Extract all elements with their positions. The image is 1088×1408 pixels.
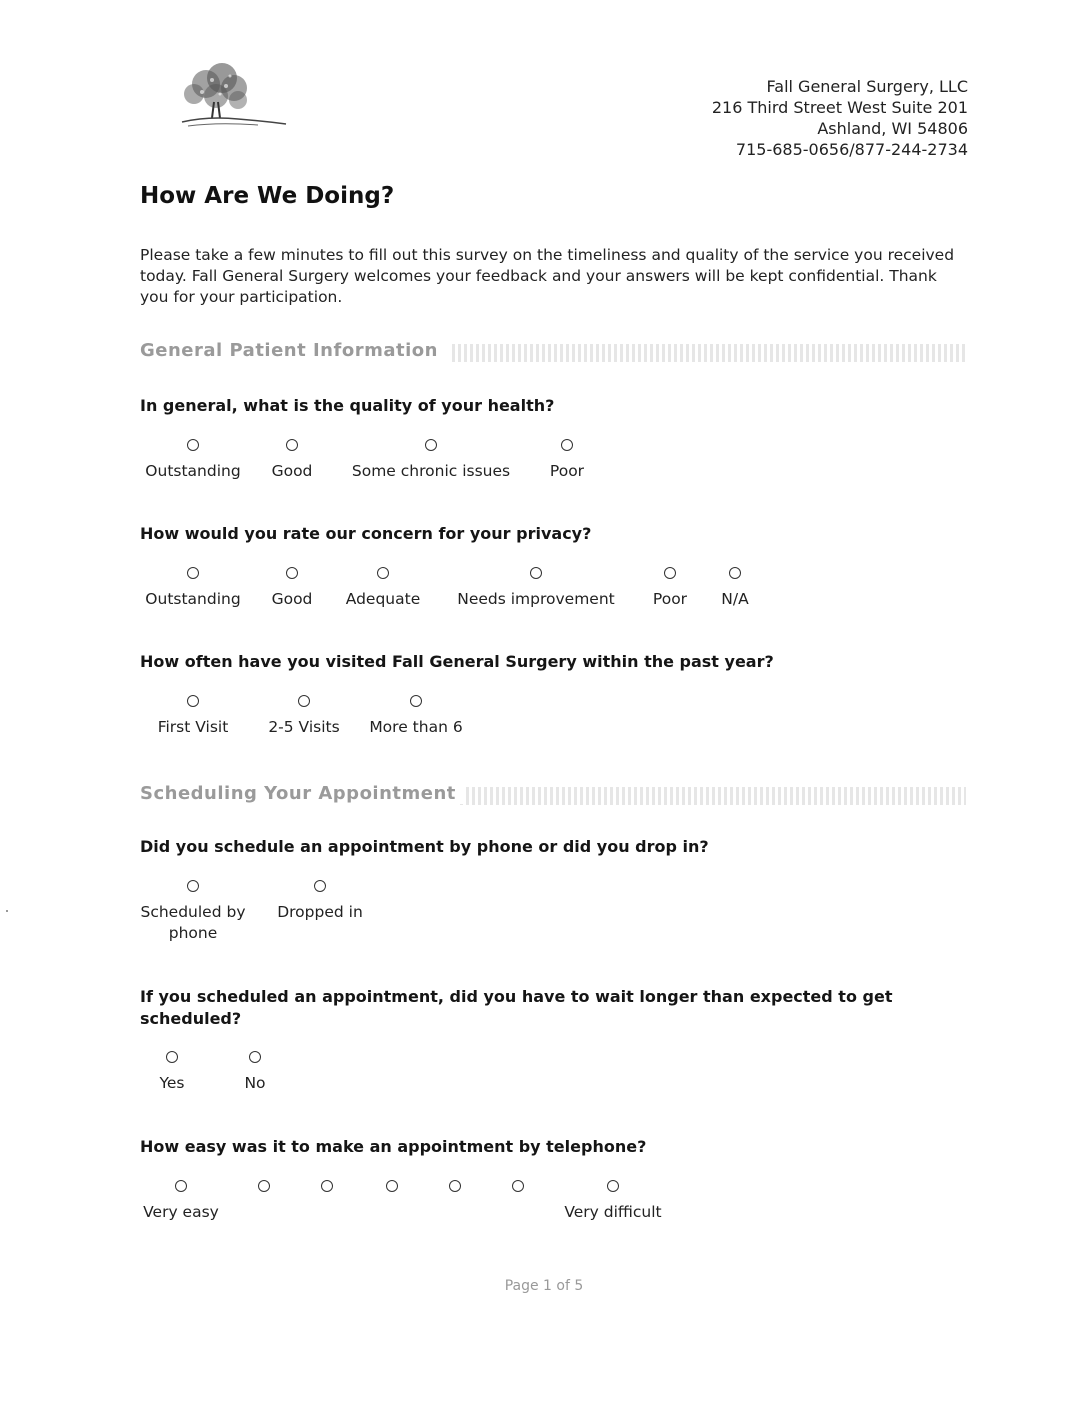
section-title: General Patient Information <box>140 340 446 361</box>
radio-button[interactable] <box>286 567 298 579</box>
address-line: Fall General Surgery, LLC <box>766 77 968 96</box>
question-visit-frequency: How often have you visited Fall General Surgery within the past year? <box>140 652 774 671</box>
section-header-scheduling <box>140 783 966 809</box>
page-title: How Are We Doing? <box>140 183 395 209</box>
option-some-chronic-issues[interactable]: Some chronic issues <box>351 439 511 482</box>
page-number: Page 1 of 5 <box>504 1278 584 1294</box>
radio-button[interactable] <box>187 439 199 451</box>
radio-button[interactable] <box>512 1180 524 1192</box>
question-privacy-concern: How would you rate our concern for your privacy? <box>140 524 592 543</box>
option-yes[interactable]: Yes <box>92 1051 252 1094</box>
option-good[interactable]: Good <box>212 439 372 482</box>
option-first-visit[interactable]: First Visit <box>113 695 273 738</box>
address-line: 715-685-0656/877-244-2734 <box>735 140 968 159</box>
address-line: Ashland, WI 54806 <box>817 119 968 138</box>
option-poor[interactable]: Poor <box>590 567 750 610</box>
question-wait-to-schedule: If you scheduled an appointment, did you have to wait longer than expected to get scheduled? <box>140 987 893 1028</box>
radio-button[interactable] <box>187 695 199 707</box>
radio-button[interactable] <box>410 695 422 707</box>
section-band <box>460 787 966 805</box>
tree-logo <box>168 62 292 132</box>
radio-button[interactable] <box>729 567 741 579</box>
option-scheduled-by-phone[interactable]: Scheduled by phone <box>113 880 273 944</box>
option-more-than-6[interactable]: More than 6 <box>336 695 496 738</box>
address-line: 216 Third Street West Suite 201 <box>711 98 968 117</box>
section-band <box>452 344 966 362</box>
option-poor[interactable]: Poor <box>487 439 647 482</box>
question-phone-ease: How easy was it to make an appointment by telephone? <box>140 1137 647 1156</box>
option-outstanding[interactable]: Outstanding <box>113 439 273 482</box>
section-title: Scheduling Your Appointment <box>140 783 464 804</box>
option-na[interactable]: N/A <box>655 567 815 610</box>
radio-button[interactable] <box>249 1051 261 1063</box>
radio-button[interactable] <box>187 567 199 579</box>
option-scale-1[interactable]: Very easy <box>101 1180 261 1223</box>
radio-button[interactable] <box>377 567 389 579</box>
clinic-address <box>712 76 968 160</box>
section-header-general <box>140 340 966 366</box>
option-outstanding[interactable]: Outstanding <box>113 567 273 610</box>
scan-speck <box>6 910 8 912</box>
intro-text: Please take a few minutes to fill out this survey on the timeliness and quality of the service you received today. Fall General Surgery welcomes your feedback and your answers will be kept confidential. Thank you for your participation. <box>140 246 955 306</box>
option-dropped-in[interactable]: Dropped in <box>240 880 400 923</box>
option-scale-7[interactable]: Very difficult <box>533 1180 693 1223</box>
radio-button[interactable] <box>607 1180 619 1192</box>
radio-button[interactable] <box>298 695 310 707</box>
option-no[interactable]: No <box>175 1051 335 1094</box>
option-2-5-visits[interactable]: 2-5 Visits <box>224 695 384 738</box>
radio-button[interactable] <box>530 567 542 579</box>
question-health-quality: In general, what is the quality of your health? <box>140 396 555 415</box>
question-schedule-method: Did you schedule an appointment by phone or did you drop in? <box>140 837 709 856</box>
option-good[interactable]: Good <box>212 567 372 610</box>
radio-button[interactable] <box>187 880 199 892</box>
option-needs-improvement[interactable]: Needs improvement <box>456 567 616 610</box>
radio-button[interactable] <box>425 439 437 451</box>
option-adequate[interactable]: Adequate <box>303 567 463 610</box>
radio-button[interactable] <box>286 439 298 451</box>
radio-button[interactable] <box>314 880 326 892</box>
radio-button[interactable] <box>561 439 573 451</box>
